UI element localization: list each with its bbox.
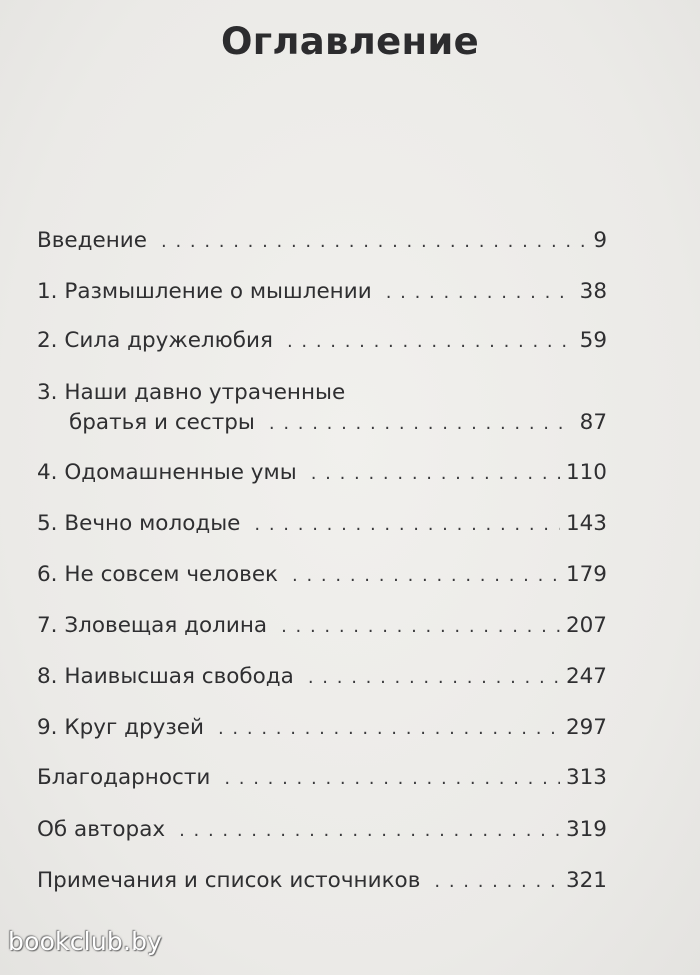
toc-entry-page: 207 [565, 613, 607, 638]
toc-entry [37, 815, 607, 846]
toc-entry-page: 143 [565, 511, 607, 536]
dot-leader [269, 409, 574, 439]
watermark: bookclub.by [8, 927, 163, 956]
dot-leader [179, 816, 560, 846]
dot-leader [254, 510, 560, 540]
toc-entry-label: Примечания и список источников [37, 868, 421, 893]
toc-entry [37, 458, 607, 489]
dot-leader [308, 663, 560, 693]
toc-entry-label: 8. Наивысшая свобода [37, 664, 294, 689]
toc-entry [37, 509, 607, 540]
toc-entry [37, 763, 607, 794]
toc-entry-page: 38 [579, 279, 607, 304]
toc-entry-label: Введение [37, 228, 147, 253]
toc-entry-label: 5. Вечно молодые [37, 511, 241, 536]
toc-entry [37, 866, 607, 897]
toc-entry-label: 7. Зловещая долина [37, 613, 268, 638]
dot-leader [287, 327, 574, 357]
toc-entry-page: 87 [579, 410, 607, 435]
dot-leader [434, 867, 560, 897]
toc-entry-label: 9. Круг друзей [37, 715, 204, 740]
toc-entry-page: 59 [579, 328, 607, 353]
toc-entry-label: Благодарности [37, 765, 211, 790]
toc-entry-label: 6. Не совсем человек [37, 562, 279, 587]
page-title: Оглавление [220, 20, 480, 63]
toc-entry-label: Об авторах [37, 817, 166, 842]
toc-entry-label: 2. Сила дружелюбия [37, 328, 273, 353]
toc-entry-page: 321 [565, 868, 607, 893]
toc-entry [37, 560, 607, 591]
toc-entry [37, 662, 607, 693]
toc-entry [37, 713, 607, 744]
dot-leader [281, 612, 560, 642]
toc-entry [37, 277, 607, 308]
toc-entry-page: 297 [565, 715, 607, 740]
toc-entry-page: 9 [593, 228, 607, 253]
toc-entry [37, 611, 607, 642]
toc-entry [37, 226, 607, 257]
toc-entry [37, 326, 607, 357]
dot-leader [161, 227, 587, 257]
toc-entry [37, 378, 607, 439]
toc-entry-page: 110 [565, 460, 607, 485]
toc-entry-label: 3. Наши давно утраченные [37, 380, 346, 405]
toc-entry-label-continuation: братья и сестры [69, 410, 255, 435]
dot-leader [218, 714, 560, 744]
dot-leader [224, 764, 560, 794]
dot-leader [386, 278, 574, 308]
toc-entry-label: 1. Размышление о мышлении [37, 279, 372, 304]
dot-leader [292, 561, 560, 591]
toc-entry-page: 313 [565, 765, 607, 790]
toc-entry-label: 4. Одомашненные умы [37, 460, 297, 485]
toc-entry-page: 319 [565, 817, 607, 842]
toc-entry-page: 247 [565, 664, 607, 689]
dot-leader [311, 459, 560, 489]
toc-entry-page: 179 [565, 562, 607, 587]
